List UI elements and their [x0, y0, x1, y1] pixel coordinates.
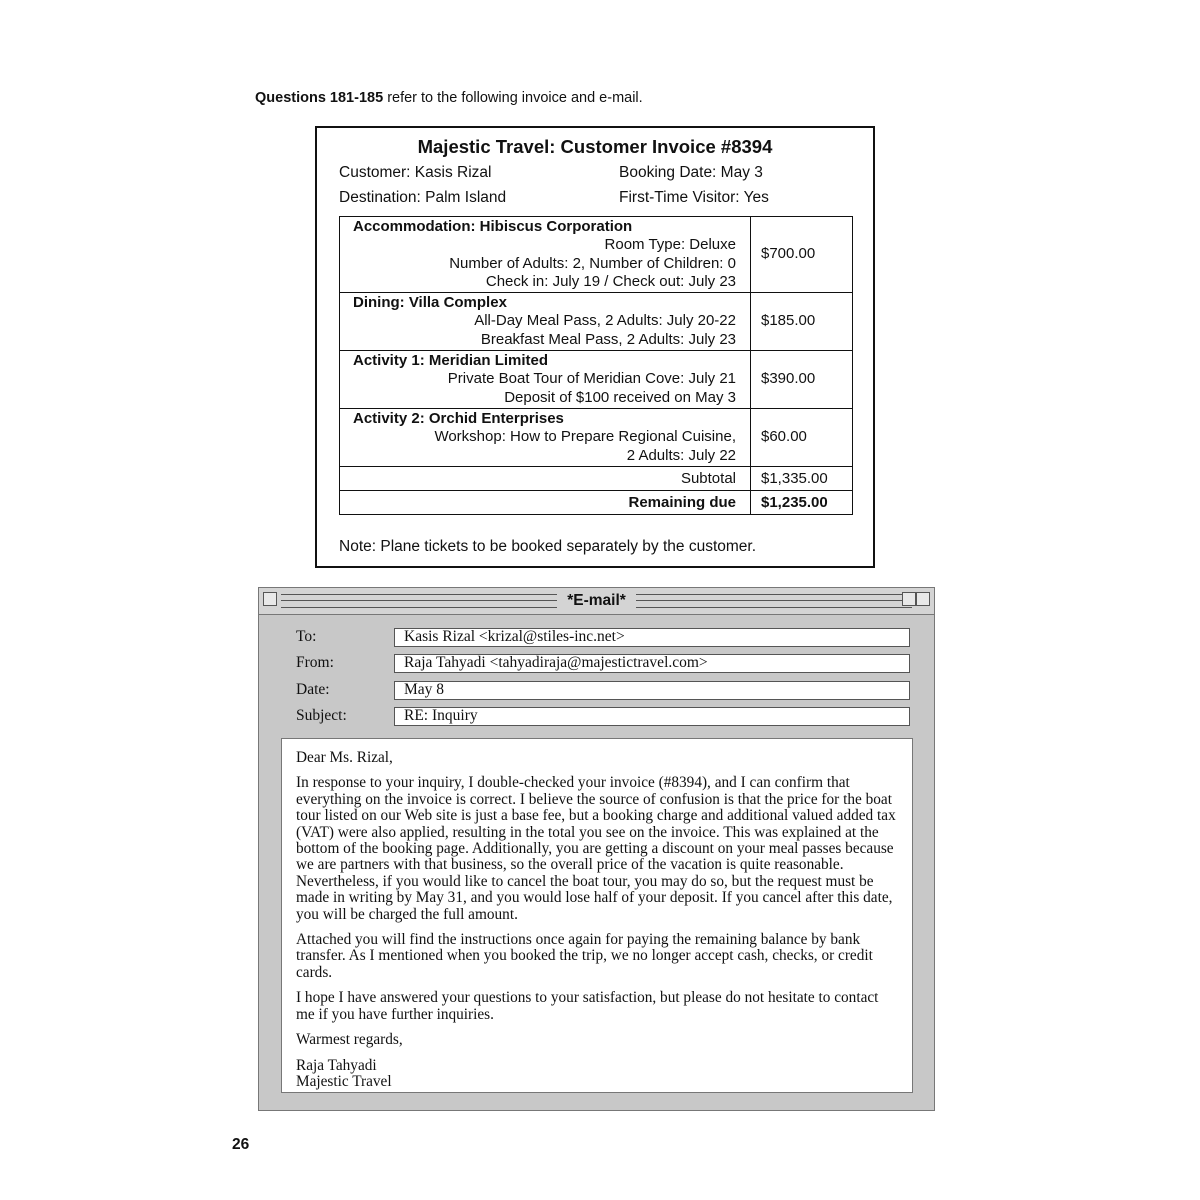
email-paragraph: I hope I have answered your questions to your satisfaction, but please do not hesitate to contact me if you have further inquiries.: [296, 989, 879, 1023]
subject-label: Subject:: [296, 707, 347, 724]
invoice-item-description: [340, 408, 751, 466]
email-closing: Warmest regards,: [296, 1031, 403, 1049]
page-number: 26: [232, 1136, 250, 1153]
invoice-item-line: Breakfast Meal Pass, 2 Adults: July 23: [480, 330, 736, 348]
questions-range: Questions 181-185: [255, 90, 384, 106]
invoice-note: Note: Plane tickets to be booked separately by the customer.: [339, 538, 757, 555]
email-window: [258, 587, 935, 1111]
email-paragraph: Attached you will find the instructions once again for paying the remaining balance by bank transfer. As I mentioned when you booked the trip, we no longer accept cash, checks, or credit cards.: [296, 931, 873, 981]
invoice-item-line: Number of Adults: 2, Number of Children: 0: [449, 254, 736, 272]
subject-field[interactable]: RE: Inquiry: [394, 707, 910, 726]
invoice-item-description: [340, 351, 751, 409]
signature-name: Raja Tahyadi: [296, 1056, 377, 1074]
invoice-row-dining: [340, 293, 853, 351]
questions-instruction: [255, 90, 643, 106]
questions-text: refer to the following invoice and e-mail.: [387, 90, 643, 106]
invoice-item-line: Room Type: Deluxe: [604, 236, 736, 254]
invoice-item-amount: $185.00: [751, 293, 853, 351]
invoice-row-remaining-due: [340, 490, 853, 514]
from-field[interactable]: Raja Tahyadi <tahyadiraja@majestictravel.com>: [394, 654, 910, 673]
invoice-item-line: Private Boat Tour of Meridian Cove: July 21: [447, 370, 736, 388]
subtotal-amount: $1,335.00: [751, 466, 853, 490]
invoice-item-amount: $390.00: [751, 351, 853, 409]
window-close-box[interactable]: [916, 592, 930, 606]
remaining-due-amount: $1,235.00: [751, 490, 853, 514]
from-label: From:: [296, 654, 334, 671]
invoice-item-line: Check in: July 19 / Check out: July 23: [485, 272, 736, 290]
email-body: [281, 738, 913, 1093]
window-resize-box[interactable]: [902, 592, 916, 606]
subtotal-label: Subtotal: [340, 466, 751, 490]
invoice: [315, 126, 875, 568]
email-paragraph: In response to your inquiry, I double-checked your invoice (#8394), and I can confirm that everything on the invoice is correct. I believe the source of confusion is that the price for the boat tour listed on our Web site is just a base fee, but a booking charge and additional valued added tax (VAT) were also applied, resulting in the total you see on the invoice. This was explained at the bottom of the booking page. Additionally, you are getting a discount on your meal passes because we are partners with that business, so the overall price of the vacation is quite reasonable. Nevertheless, if you would like to cancel the boat tour, you may do so, but the request must be made in writing by May 31, and you would lose half of your deposit. If you cancel after this date, you will be charged the full amount.: [296, 774, 896, 923]
invoice-item-line: All-Day Meal Pass, 2 Adults: July 20-22: [474, 312, 736, 330]
invoice-first-time-visitor: First-Time Visitor: Yes: [619, 189, 769, 206]
invoice-item-heading: Activity 2: Orchid Enterprises: [353, 409, 564, 427]
invoice-destination: Destination: Palm Island: [339, 189, 507, 206]
email-window-title: *E-mail*: [259, 592, 934, 610]
invoice-item-amount: $60.00: [751, 408, 853, 466]
to-label: To:: [296, 628, 317, 645]
invoice-title: Majestic Travel: Customer Invoice #8394: [417, 136, 773, 157]
remaining-due-label: Remaining due: [340, 490, 751, 514]
invoice-item-heading: Dining: Villa Complex: [353, 294, 507, 312]
invoice-table: [339, 216, 853, 515]
email-greeting: Dear Ms. Rizal,: [296, 749, 393, 766]
invoice-booking-date: Booking Date: May 3: [619, 164, 763, 181]
signature-company: Majestic Travel: [296, 1072, 392, 1090]
invoice-customer: Customer: Kasis Rizal: [339, 164, 492, 181]
date-label: Date:: [296, 681, 330, 698]
invoice-item-line: Deposit of $100 received on May 3: [504, 388, 736, 406]
invoice-row-subtotal: [340, 466, 853, 490]
invoice-row-activity-1: [340, 351, 853, 409]
invoice-item-description: [340, 293, 751, 351]
invoice-row-activity-2: [340, 408, 853, 466]
invoice-item-amount: $700.00: [751, 217, 853, 293]
to-field[interactable]: Kasis Rizal <krizal@stiles-inc.net>: [394, 628, 910, 647]
date-field[interactable]: May 8: [394, 681, 910, 700]
invoice-row-accommodation: [340, 217, 853, 293]
invoice-item-heading: Accommodation: Hibiscus Corporation: [353, 218, 633, 235]
invoice-item-heading: Activity 1: Meridian Limited: [353, 352, 549, 370]
invoice-item-line: 2 Adults: July 22: [626, 446, 736, 464]
email-title-bar: [259, 588, 934, 615]
invoice-item-description: [340, 217, 751, 293]
invoice-item-line: Workshop: How to Prepare Regional Cuisine,: [434, 428, 736, 446]
